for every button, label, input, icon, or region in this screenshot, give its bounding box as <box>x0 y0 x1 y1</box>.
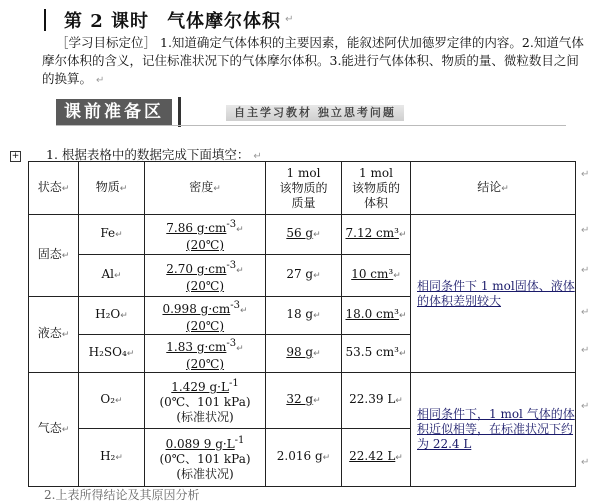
row-end-mark-icon: ↵ <box>581 401 590 412</box>
learning-objective <box>42 34 587 88</box>
lesson-title <box>44 8 293 32</box>
section-banner <box>56 97 566 127</box>
header-volume: 1 mol 该物质的 体积 <box>342 162 411 215</box>
cell-density: 0.089 9 $g\cdot L^{-1}$ (0℃、101 kPa) (标准状况) <box>145 429 266 487</box>
table-move-handle-icon[interactable]: + <box>11 151 20 161</box>
cell-mass: 18 g↵ <box>266 297 342 335</box>
header-state: 状态↵ <box>29 162 79 215</box>
text-cursor <box>44 9 46 31</box>
cell-density: 7.86 $g\cdot cm^{-3}↵$ (20℃) <box>145 215 266 255</box>
state-solid: 固态↵ <box>29 215 79 297</box>
header-conclusion: 结论↵ <box>411 162 576 215</box>
row-end-mark-icon: ↵ <box>581 265 590 276</box>
cell-substance: H₂↵ <box>79 429 145 487</box>
row-end-mark-icon: ↵ <box>581 307 590 318</box>
conclusion-solid-liquid: 相同条件下 1 mol固体、液体的体积差别较大 <box>411 215 576 373</box>
state-gas: 气态↵ <box>29 373 79 487</box>
banner-baseline <box>56 125 566 126</box>
cell-substance: H₂O↵ <box>79 297 145 335</box>
row-end-mark-icon: ↵ <box>581 225 590 236</box>
cell-volume: 53.5 cm³↵ <box>342 335 411 373</box>
banner-subtitle: 自主学习教材 独立思考问题 <box>226 105 404 121</box>
title-lesson: 第 2 课时 <box>64 11 150 32</box>
cell-density: 2.70 $g\cdot cm^{-3}↵$ (20℃) <box>145 255 266 297</box>
cell-substance: H₂SO₄↵ <box>79 335 145 373</box>
title-topic: 气体摩尔体积 <box>167 11 282 32</box>
title-text <box>64 7 281 33</box>
cell-substance: O₂↵ <box>79 373 145 429</box>
cell-mass: 27 g↵ <box>266 255 342 297</box>
cell-volume: 10 cm³↵ <box>342 255 411 297</box>
cell-volume: 22.42 L↵ <box>342 429 411 487</box>
data-table <box>28 161 576 487</box>
cell-volume: 18.0 cm³↵ <box>342 297 411 335</box>
state-liquid: 液态↵ <box>29 297 79 373</box>
header-substance: 物质↵ <box>79 162 145 215</box>
table-row <box>29 373 576 429</box>
header-mass: 1 mol 该物质的 质量 <box>266 162 342 215</box>
cell-volume: 7.12 cm³↵ <box>342 215 411 255</box>
objective-text: 1.知道确定气体体积的主要因素，能叙述阿伏加德罗定律的内容。2.知道气体摩尔体积的含义，记住标准状况下的气体摩尔体积。3.能进行气体体积、物质的量、微粒数目之间的换算。 <box>42 35 584 86</box>
table-header-row <box>29 162 576 215</box>
row-end-mark-icon: ↵ <box>581 345 590 356</box>
question-1-text: 1. 根据表格中的数据完成下面填空： <box>46 147 250 162</box>
cell-mass: 32 g↵ <box>266 373 342 429</box>
conclusion-gas: 相同条件下，1 mol 气体的体积近似相等，在标准状况下约为 22.4 L <box>411 373 576 487</box>
paragraph-mark-icon: ↵ <box>96 75 105 86</box>
question-2-partial: 2.上表所得结论及其原因分析 <box>44 488 200 502</box>
cell-mass: 98 g↵ <box>266 335 342 373</box>
row-end-mark-icon: ↵ <box>581 457 590 468</box>
cell-density: 0.998 $g\cdot cm^{-3}↵$ (20℃) <box>145 297 266 335</box>
cell-substance: Al↵ <box>79 255 145 297</box>
paragraph-mark-icon: ↵ <box>285 14 294 25</box>
cell-mass: 2.016 g↵ <box>266 429 342 487</box>
cell-mass: 56 g↵ <box>266 215 342 255</box>
cell-substance: Fe↵ <box>79 215 145 255</box>
header-density: 密度↵ <box>145 162 266 215</box>
banner-title: 课前准备区 <box>56 99 172 125</box>
row-end-mark-icon: ↵ <box>581 169 590 180</box>
objective-label: ［学习目标定位］ <box>56 35 157 50</box>
paragraph-mark-icon: ↵ <box>253 151 262 162</box>
cell-volume: 22.39 L↵ <box>342 373 411 429</box>
cell-density: 1.429 $g\cdot L^{-1}$ (0℃、101 kPa) (标准状况) <box>145 373 266 429</box>
table-row <box>29 215 576 255</box>
cell-density: 1.83 $g\cdot cm^{-3}↵$ (20℃) <box>145 335 266 373</box>
banner-divider <box>178 97 181 127</box>
